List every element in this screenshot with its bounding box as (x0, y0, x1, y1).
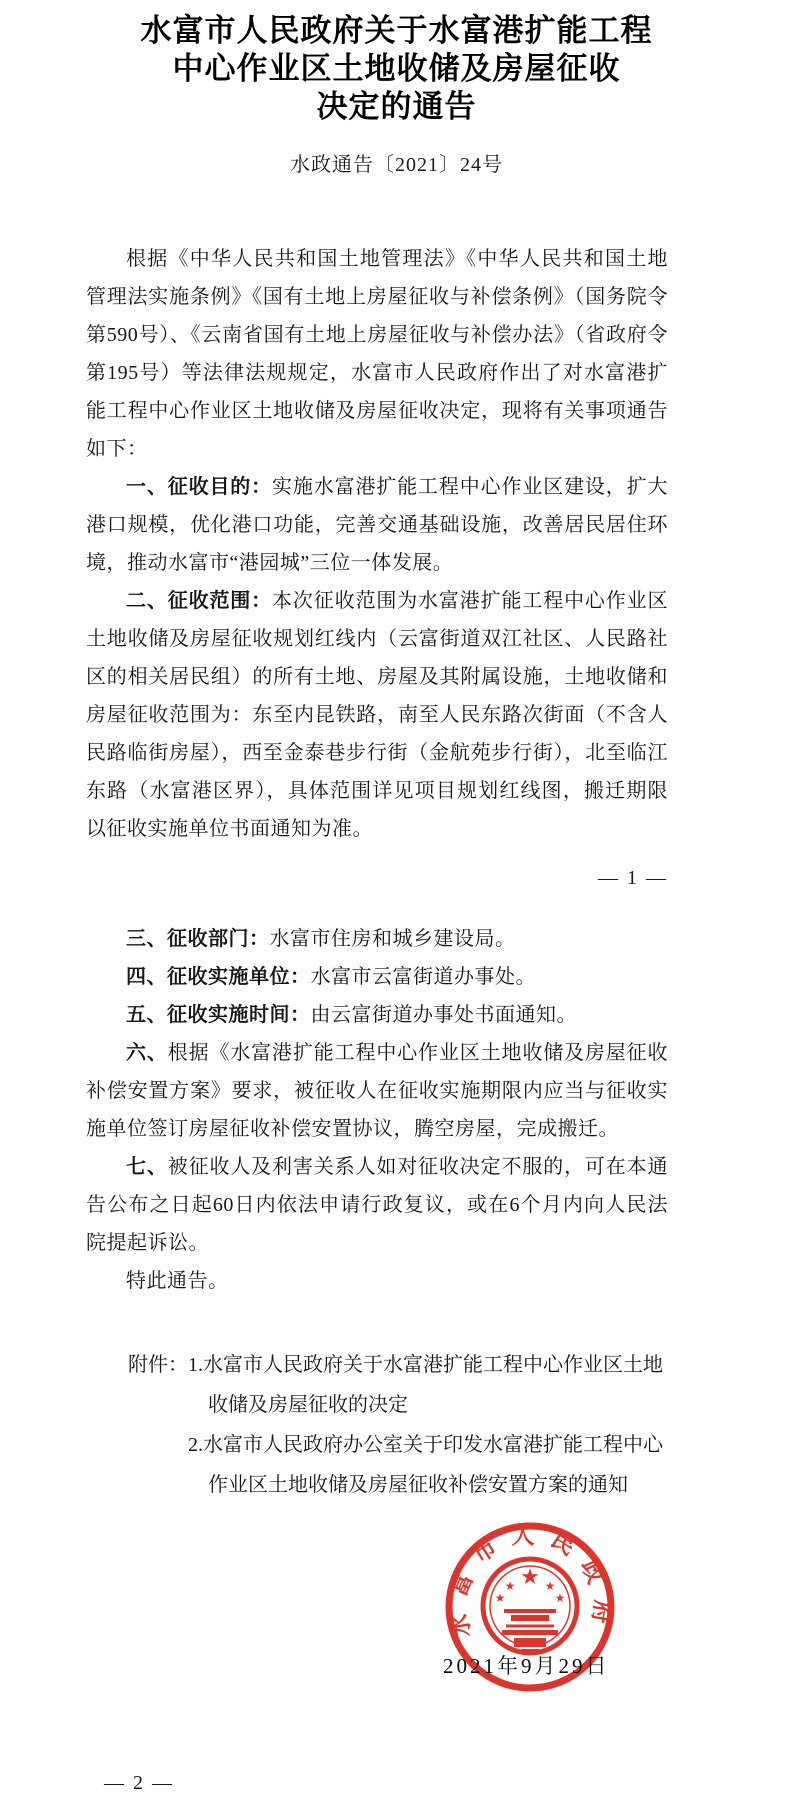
paragraph-item-4 (86, 958, 668, 996)
paragraph-item-2 (86, 582, 668, 848)
body-section-1 (86, 240, 668, 848)
national-emblem-icon (483, 1559, 577, 1653)
paragraph-text: 本次征收范围为水富港扩能工程中心作业区土地收储及房屋征收规划红线内（云富街道双江社区、人民路社区的相关居民组）的所有土地、房屋及其附属设施，土地收储和房屋征收范围为：东至内昆铁路，南至人民东路次街面（不含人民路临街房屋），西至金泰巷步行街（金航苑步行街），北至临江东路（水富港区界），具体范围详见项目规划红线图，搬迁期限以征收实施单位书面通知为准。 (86, 590, 669, 840)
svg-text:★: ★ (554, 1591, 566, 1605)
paragraph-text: 水富市住房和城乡建设局。 (269, 928, 516, 950)
paragraph-lead: 七、 (126, 1156, 168, 1178)
issue-date: 2021年9月29日 (443, 1654, 610, 1678)
paragraph-intro (86, 240, 668, 468)
paragraph-lead: 一、征收目的： (126, 476, 273, 498)
page-number-2: — 2 — (104, 1772, 174, 1794)
paragraph-text: 被征收人及利害关系人如对征收决定不服的，可在本通告公布之日起60日内依法申请行政复议，或在6个月内向人民法院提起诉讼。 (86, 1156, 669, 1254)
paragraph-lead: 五、征收实施时间： (126, 1004, 311, 1026)
paragraph-text: 根据《水富港扩能工程中心作业区土地收储及房屋征收补偿安置方案》要求，被征收人在征收实施期限内应当与征收实施单位签订房屋征收补偿安置协议，腾空房屋，完成搬迁。 (86, 1042, 669, 1140)
title-line: 决定的通告 (316, 89, 477, 124)
paragraph-text: 特此通告。 (126, 1270, 229, 1292)
paragraph-closing (86, 1262, 668, 1300)
svg-text:★: ★ (504, 1579, 516, 1593)
paragraph-lead: 六、 (126, 1042, 168, 1064)
svg-text:★: ★ (544, 1579, 556, 1593)
title-line: 水富市人民政府关于水富港扩能工程 (140, 13, 653, 48)
attachment-item-1: 1.水富市人民政府关于水富港扩能工程中心作业区土地收储及房屋征收的决定 (188, 1354, 663, 1416)
attachment-label: 附件： (128, 1354, 188, 1376)
paragraph-item-3 (86, 920, 668, 958)
title-line: 中心作业区土地收储及房屋征收 (172, 51, 621, 86)
svg-text:★: ★ (520, 1564, 540, 1589)
paragraph-text: 水富市云富街道办事处。 (310, 966, 536, 988)
attachment-item-2: 2.水富市人民政府办公室关于印发水富港扩能工程中心作业区土地收储及房屋征收补偿安置方案的通知 (188, 1434, 663, 1496)
page-title (0, 12, 793, 126)
paragraph-text: 根据《中华人民共和国土地管理法》《中华人民共和国土地管理法实施条例》《国有土地上房屋征收与补偿条例》（国务院令第590号）、《云南省国有土地上房屋征收与补偿办法》（省政府令第195号）等法律法规规定，水富市人民政府作出了对水富港扩能工程中心作业区土地收储及房屋征收决定，现将有关事项通告如下： (86, 248, 668, 460)
paragraph-item-5 (86, 996, 668, 1034)
paragraph-text: 实施水富港扩能工程中心作业区建设，扩大港口规模，优化港口功能，完善交通基础设施，改善居民居住环境，推动水富市“港园城”三位一体发展。 (86, 476, 669, 574)
paragraph-item-1 (86, 468, 668, 582)
document-number: 水政通告〔2021〕24号 (290, 154, 503, 176)
paragraph-lead: 二、征收范围： (126, 590, 273, 612)
paragraph-item-7 (86, 1148, 668, 1262)
seal-arc-text: 水富市人民政府 (443, 1521, 617, 1640)
paragraph-text: 由云富街道办事处书面通知。 (310, 1004, 577, 1026)
attachment-items (188, 1345, 673, 1505)
paragraph-lead: 四、征收实施单位： (126, 966, 311, 988)
body-section-2 (86, 920, 668, 1300)
page-number-1: — 1 — (598, 867, 668, 889)
attachment-block (128, 1345, 673, 1505)
paragraph-lead: 三、征收部门： (126, 928, 270, 950)
svg-text:★: ★ (494, 1591, 506, 1605)
document-header (0, 12, 793, 178)
paragraph-item-6 (86, 1034, 668, 1148)
